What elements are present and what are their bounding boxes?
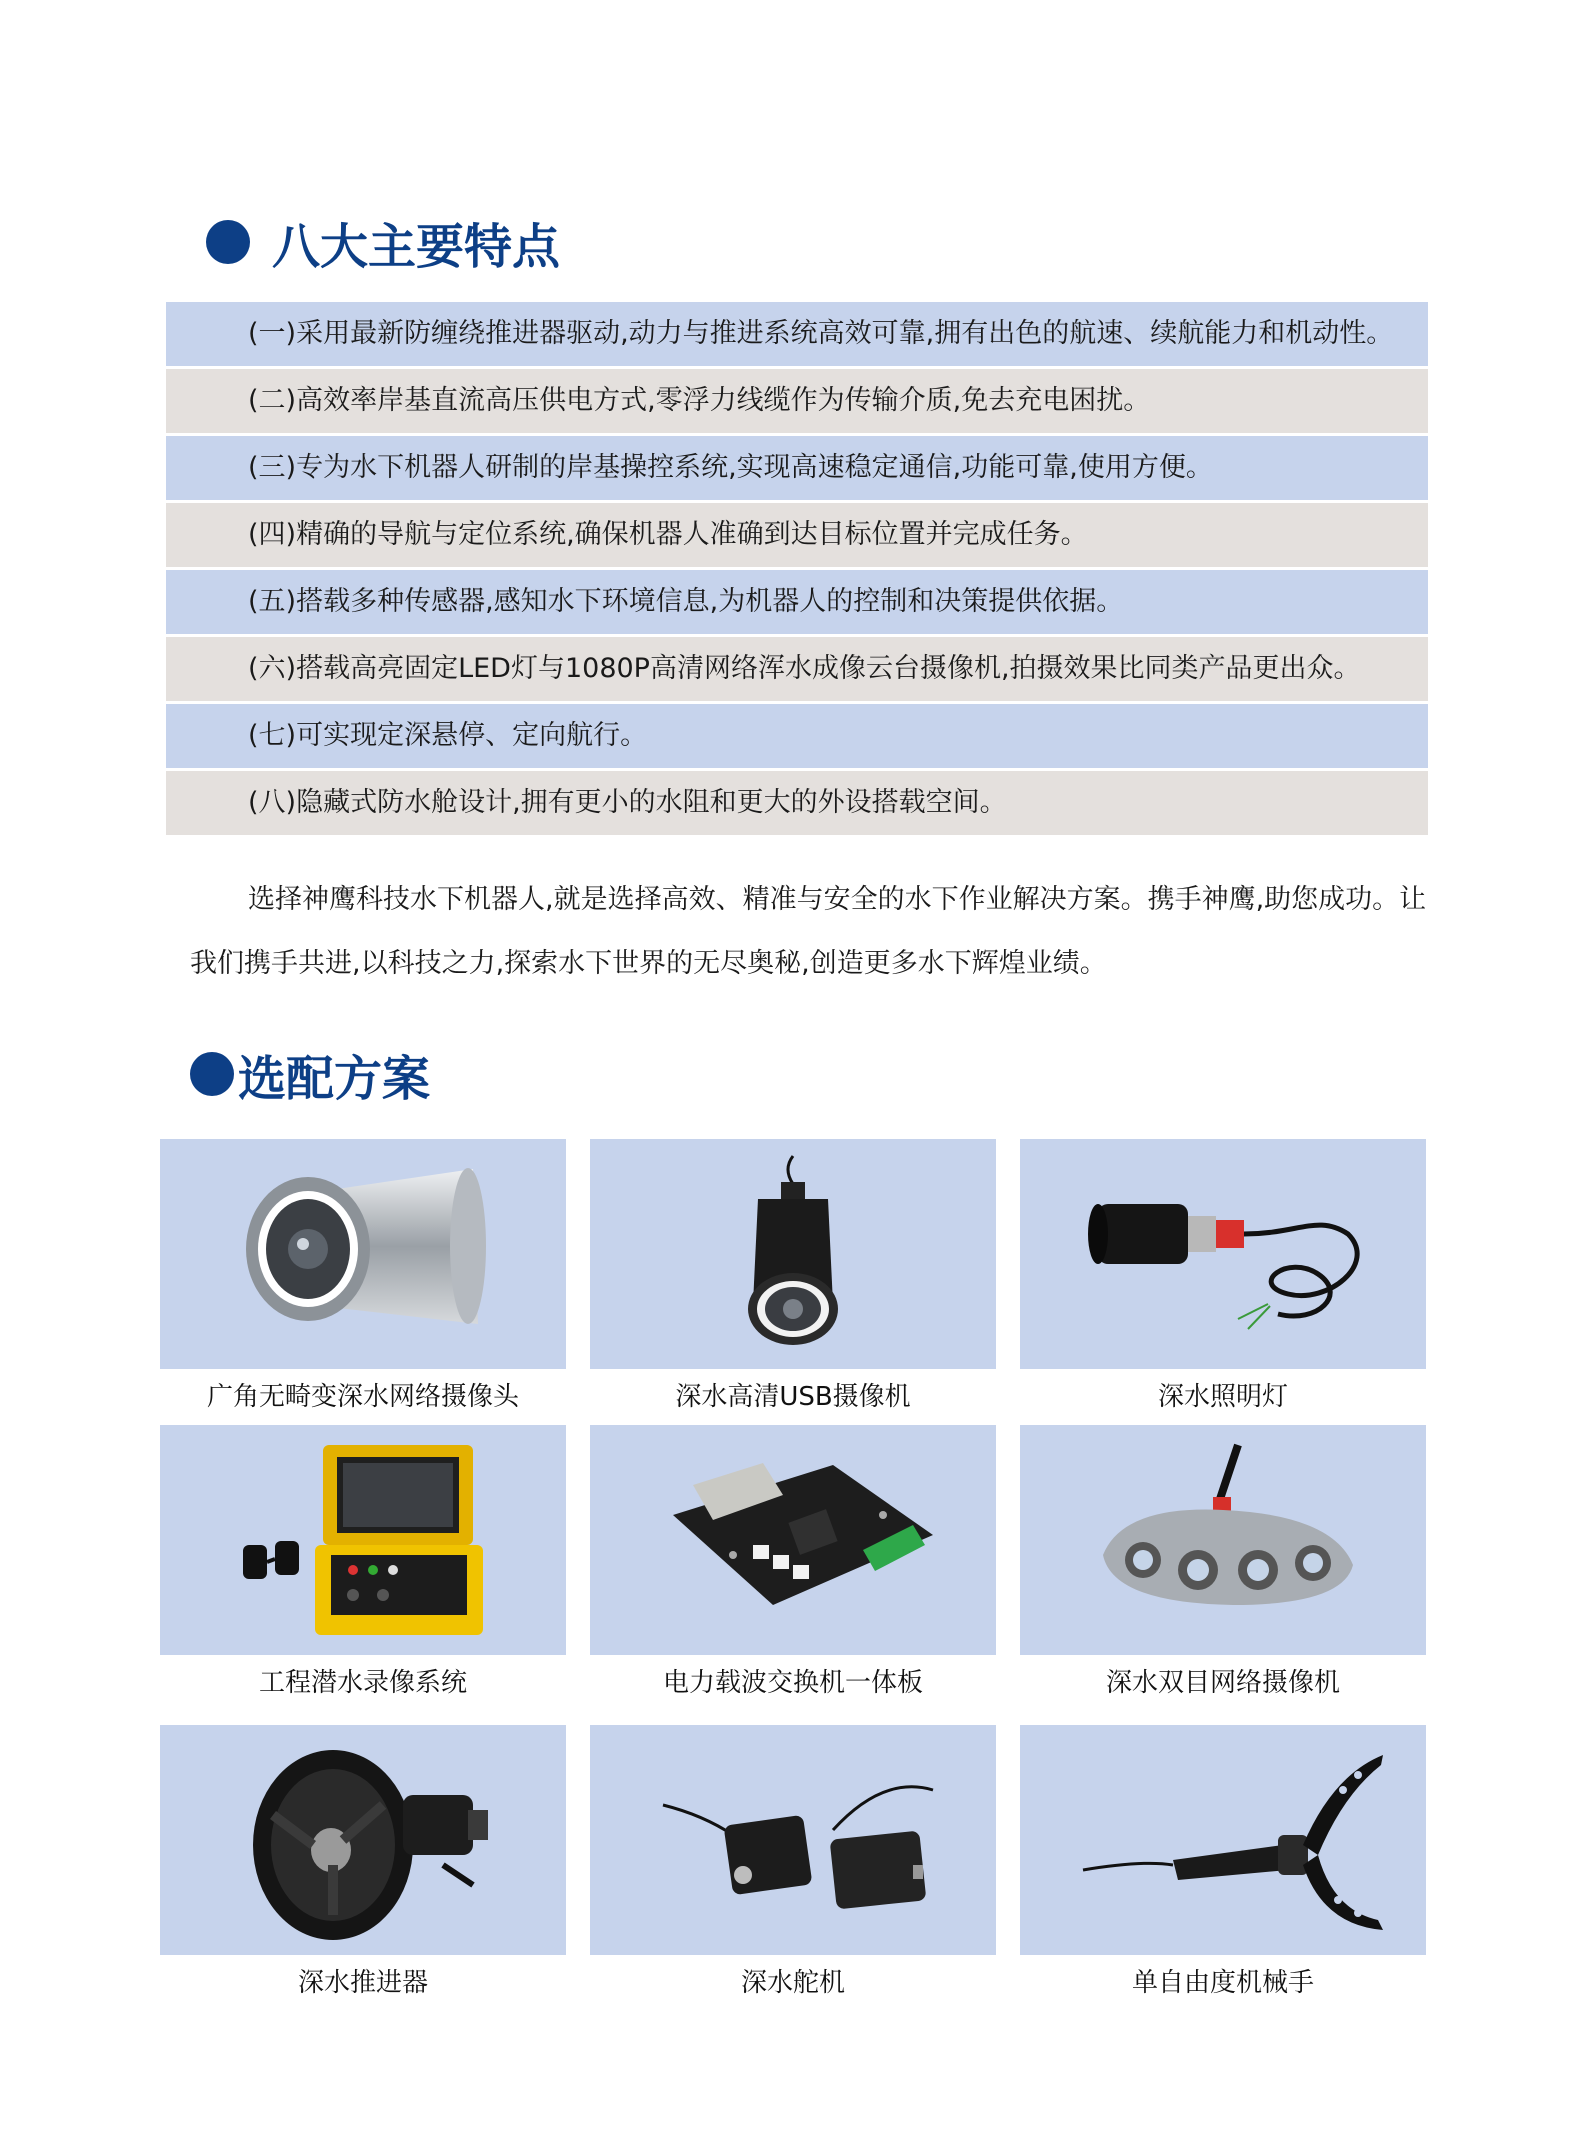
- feature-item: [166, 570, 1428, 637]
- feature-text: (八)隐藏式防水舱设计,拥有更小的水阻和更大的外设搭载空间。: [248, 787, 1007, 818]
- product-caption: 深水推进器: [297, 1968, 428, 1998]
- feature-item: [166, 302, 1428, 369]
- product-photo: [590, 1725, 996, 1955]
- product-photo: [1020, 1425, 1426, 1655]
- closing-text: 选择神鹰科技水下机器人,就是选择高效、精准与安全的水下作业解决方案。携手神鹰,助您成功。让我们携手共进,以科技之力,探索水下世界的无尽奥秘,创造更多水下辉煌业绩。: [190, 884, 1427, 979]
- thruster-icon: [213, 1735, 513, 1945]
- options-heading-text: 选配方案: [238, 1050, 431, 1107]
- product-card: [590, 1139, 996, 1425]
- product-card: [590, 1425, 996, 1711]
- closing-paragraph: [190, 868, 1428, 996]
- product-photo: [160, 1725, 566, 1955]
- product-caption: 深水双目网络摄像机: [1105, 1668, 1340, 1698]
- product-caption: 广角无畸变深水网络摄像头: [206, 1382, 519, 1412]
- gripper-icon: [1063, 1735, 1383, 1945]
- product-card: [1020, 1425, 1426, 1711]
- feature-item: [166, 637, 1428, 704]
- binocular-camera-icon: [1063, 1435, 1383, 1645]
- feature-item: [166, 704, 1428, 771]
- bullet-dot-icon: [190, 1052, 234, 1096]
- product-card: [160, 1725, 566, 2011]
- servo-icon: [633, 1735, 953, 1945]
- lamp-icon: [1058, 1154, 1388, 1354]
- bullet-dot-icon: [206, 220, 250, 264]
- product-caption: 深水照明灯: [1157, 1382, 1288, 1412]
- features-list: [166, 302, 1428, 838]
- recorder-case-icon: [213, 1435, 513, 1645]
- product-caption: 工程潜水录像系统: [258, 1668, 467, 1698]
- product-photo: [1020, 1139, 1426, 1369]
- product-photo: [1020, 1725, 1426, 1955]
- product-caption: 电力载波交换机一体板: [662, 1668, 923, 1698]
- feature-item: [166, 369, 1428, 436]
- product-photo: [590, 1139, 996, 1369]
- feature-text: (三)专为水下机器人研制的岸基操控系统,实现高速稳定通信,功能可靠,使用方便。: [248, 452, 1213, 483]
- feature-item: [166, 503, 1428, 570]
- usb-camera-icon: [643, 1154, 943, 1354]
- stainless-camera-icon: [213, 1154, 513, 1354]
- feature-text: (四)精确的导航与定位系统,确保机器人准确到达目标位置并完成任务。: [248, 519, 1088, 550]
- product-card: [160, 1425, 566, 1711]
- product-card: [590, 1725, 996, 2011]
- product-card: [1020, 1725, 1426, 2011]
- feature-item: [166, 771, 1428, 838]
- product-photo: [160, 1425, 566, 1655]
- features-heading: [206, 206, 560, 278]
- product-card: [160, 1139, 566, 1425]
- feature-item: [166, 436, 1428, 503]
- circuit-board-icon: [633, 1435, 953, 1645]
- feature-text: (五)搭载多种传感器,感知水下环境信息,为机器人的控制和决策提供依据。: [248, 586, 1124, 617]
- feature-text: (一)采用最新防缠绕推进器驱动,动力与推进系统高效可靠,拥有出色的航速、续航能力和机动性。: [248, 318, 1394, 349]
- product-caption: 深水舵机: [740, 1968, 845, 1998]
- product-card: [1020, 1139, 1426, 1425]
- product-photo: [160, 1139, 566, 1369]
- options-heading: [190, 1038, 430, 1110]
- feature-text: (二)高效率岸基直流高压供电方式,零浮力线缆作为传输介质,免去充电困扰。: [248, 385, 1151, 416]
- product-photo: [590, 1425, 996, 1655]
- product-caption: 深水高清USB摄像机: [675, 1382, 911, 1412]
- products-grid: [160, 1139, 1426, 2011]
- product-caption: 单自由度机械手: [1131, 1968, 1314, 1998]
- feature-text: (七)可实现定深悬停、定向航行。: [248, 720, 648, 751]
- features-heading-text: 八大主要特点: [272, 218, 561, 275]
- feature-text: (六)搭载高亮固定LED灯与1080P高清网络浑水成像云台摄像机,拍摄效果比同类产品更出众。: [248, 653, 1361, 684]
